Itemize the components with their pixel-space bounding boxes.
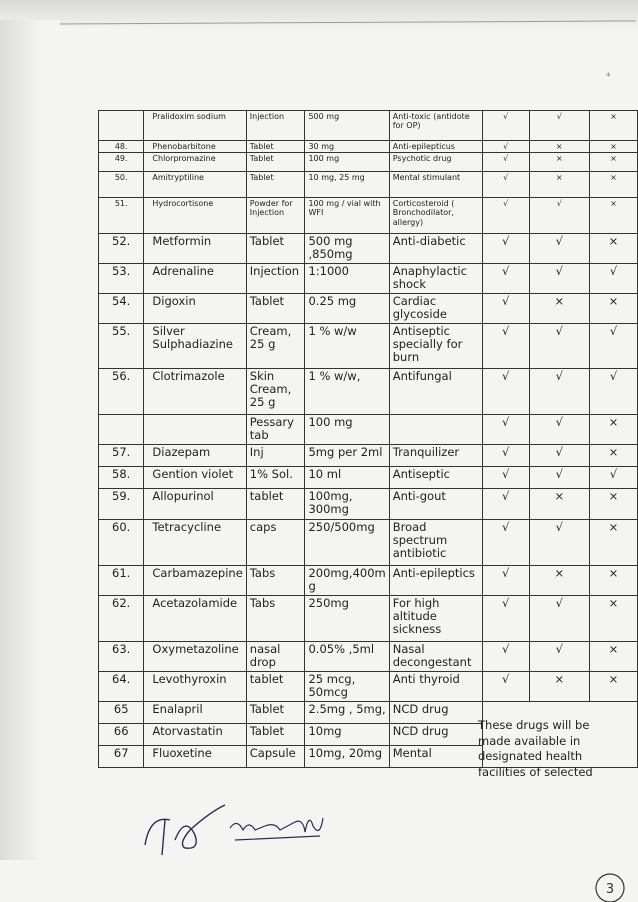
cell-form: Capsule (246, 745, 305, 767)
cell-use: Tranquilizer (389, 444, 482, 466)
cell-use: NCD drug (389, 723, 482, 745)
cell-form: Tablet (246, 153, 305, 172)
cell-strength: 30 mg (305, 141, 389, 153)
cell-c1: √ (482, 234, 529, 264)
cell-form: Tablet (246, 141, 305, 153)
cell-c1: √ (482, 671, 529, 701)
cell-drug: Hydrocortisone (144, 198, 246, 234)
cell-c1: √ (482, 565, 529, 595)
cell-form: caps (246, 519, 305, 565)
cell-drug: Phenobarbitone (144, 141, 246, 153)
cell-drug (144, 414, 246, 444)
drug-list-body (99, 111, 638, 768)
cell-no: 57. (99, 444, 144, 466)
cell-form: Pessary tab (246, 414, 305, 444)
signature-1 (140, 800, 230, 860)
cell-use: Psychotic drug (389, 153, 482, 172)
cell-use: For high altitude sickness (389, 595, 482, 641)
cell-strength: 10 ml (305, 466, 389, 488)
cell-c1: √ (482, 444, 529, 466)
cell-drug: Silver Sulphadiazine (144, 323, 246, 368)
cell-drug: Digoxin (144, 293, 246, 323)
cell-c1: √ (482, 141, 529, 153)
cell-c3: √ (589, 466, 637, 488)
cell-c2: √ (529, 444, 589, 466)
cell-form: Tablet (246, 234, 305, 264)
table-row (99, 323, 638, 368)
cell-c2: √ (529, 519, 589, 565)
cell-c2: × (529, 488, 589, 519)
cell-use: Anaphylactic shock (389, 264, 482, 293)
table-row (99, 641, 638, 671)
cell-c3: √ (589, 323, 637, 368)
cell-c3: × (589, 565, 637, 595)
cell-c2: √ (529, 323, 589, 368)
cell-c1: √ (482, 153, 529, 172)
table-row (99, 565, 638, 595)
cell-form: Cream, 25 g (246, 323, 305, 368)
cell-use: Nasal decongestant (389, 641, 482, 671)
cell-form: Injection (246, 111, 305, 141)
cell-strength: 100 mg (305, 414, 389, 444)
cell-c3: × (589, 198, 637, 234)
cell-no: 60. (99, 519, 144, 565)
cell-c2: × (529, 671, 589, 701)
cell-strength: 250mg (305, 595, 389, 641)
cell-form: Injection (246, 264, 305, 293)
cell-no: 49. (99, 153, 144, 172)
cell-c1: √ (482, 264, 529, 293)
cell-c3: × (589, 293, 637, 323)
drug-list-table (98, 110, 638, 768)
cell-c3: √ (589, 264, 637, 293)
cell-drug: Clotrimazole (144, 368, 246, 414)
cell-use: Antifungal (389, 368, 482, 414)
scan-left-shadow (0, 20, 60, 860)
table-row (99, 153, 638, 172)
cell-use: Broad spectrum antibiotic (389, 519, 482, 565)
table-row (99, 264, 638, 293)
cell-strength: 1 % w/w (305, 323, 389, 368)
cell-c3: × (589, 414, 637, 444)
table-row (99, 519, 638, 565)
cell-c3: × (589, 488, 637, 519)
cell-use (389, 414, 482, 444)
cell-c3: × (589, 595, 637, 641)
cell-drug: Enalapril (144, 701, 246, 723)
cell-use: Anti thyroid (389, 671, 482, 701)
table-row (99, 444, 638, 466)
page-number-stamp (590, 868, 630, 902)
cell-use: Mental stimulant (389, 172, 482, 198)
cell-form: Skin Cream, 25 g (246, 368, 305, 414)
cell-strength: 25 mcg, 50mcg (305, 671, 389, 701)
cell-strength: 0.05% ,5ml (305, 641, 389, 671)
cell-drug: Atorvastatin (144, 723, 246, 745)
cell-form: tablet (246, 671, 305, 701)
cell-form: Tabs (246, 595, 305, 641)
cell-no (99, 111, 144, 141)
cell-c3: × (589, 444, 637, 466)
cell-strength: 100 mg (305, 153, 389, 172)
cell-c1: √ (482, 466, 529, 488)
cell-no: 65 (99, 701, 144, 723)
cell-c3: √ (589, 368, 637, 414)
cell-no: 61. (99, 565, 144, 595)
cell-c3: × (589, 671, 637, 701)
cell-drug: Pralidoxim sodium (144, 111, 246, 141)
cell-strength: 1:1000 (305, 264, 389, 293)
cell-c1: √ (482, 595, 529, 641)
cell-use: Antiseptic specially for burn (389, 323, 482, 368)
cell-c1: √ (482, 323, 529, 368)
cell-use: Anti-epilepticus (389, 141, 482, 153)
cell-no: 67 (99, 745, 144, 767)
table-row (99, 414, 638, 444)
cell-c2: √ (529, 414, 589, 444)
cell-c1: √ (482, 519, 529, 565)
scan-speck: * (606, 72, 611, 82)
cell-no: 55. (99, 323, 144, 368)
cell-c3: × (589, 153, 637, 172)
cell-no: 63. (99, 641, 144, 671)
cell-drug: Allopurinol (144, 488, 246, 519)
cell-strength: 10mg (305, 723, 389, 745)
cell-drug: Acetazolamide (144, 595, 246, 641)
cell-no (99, 414, 144, 444)
ncd-availability-note: These drugs will be made available in designated health facilities of selected (478, 718, 593, 779)
cell-c2: × (529, 565, 589, 595)
cell-no: 51. (99, 198, 144, 234)
cell-c2: √ (529, 641, 589, 671)
cell-form: Tabs (246, 565, 305, 595)
cell-c3: × (589, 641, 637, 671)
table-row (99, 466, 638, 488)
table-row (99, 111, 638, 141)
cell-c3: × (589, 519, 637, 565)
cell-c1: √ (482, 414, 529, 444)
cell-strength: 500 mg ,850mg (305, 234, 389, 264)
cell-use: Cardiac glycoside (389, 293, 482, 323)
cell-c1: √ (482, 111, 529, 141)
cell-use: Corticosteroid ( Bronchodilator, allergy) (389, 198, 482, 234)
cell-use: Mental (389, 745, 482, 767)
table-row (99, 488, 638, 519)
cell-form: tablet (246, 488, 305, 519)
cell-use: Anti-toxic (antidote for OP) (389, 111, 482, 141)
cell-strength: 10mg, 20mg (305, 745, 389, 767)
table-row (99, 671, 638, 701)
table-row (99, 234, 638, 264)
cell-c1: √ (482, 488, 529, 519)
cell-c3: × (589, 111, 637, 141)
cell-drug: Oxymetazoline (144, 641, 246, 671)
table-row (99, 293, 638, 323)
cell-c2: √ (529, 198, 589, 234)
cell-c2: × (529, 172, 589, 198)
cell-c1: √ (482, 198, 529, 234)
cell-no: 59. (99, 488, 144, 519)
cell-use: Anti-epileptics (389, 565, 482, 595)
cell-use: NCD drug (389, 701, 482, 723)
cell-drug: Amitryptiline (144, 172, 246, 198)
cell-c2: × (529, 293, 589, 323)
cell-no: 62. (99, 595, 144, 641)
cell-strength: 250/500mg (305, 519, 389, 565)
cell-strength: 0.25 mg (305, 293, 389, 323)
cell-no: 56. (99, 368, 144, 414)
table-row (99, 595, 638, 641)
cell-strength: 10 mg, 25 mg (305, 172, 389, 198)
cell-drug: Chlorpromazine (144, 153, 246, 172)
cell-c2: √ (529, 466, 589, 488)
cell-strength: 100mg, 300mg (305, 488, 389, 519)
cell-form: Tablet (246, 723, 305, 745)
cell-strength: 1 % w/w, (305, 368, 389, 414)
cell-drug: Gention violet (144, 466, 246, 488)
cell-strength: 200mg,400m g (305, 565, 389, 595)
table-row (99, 198, 638, 234)
cell-strength: 500 mg (305, 111, 389, 141)
signature-2 (225, 808, 335, 848)
cell-form: Inj (246, 444, 305, 466)
cell-no: 58. (99, 466, 144, 488)
cell-c1: √ (482, 293, 529, 323)
cell-c3: × (589, 172, 637, 198)
cell-c1: √ (482, 172, 529, 198)
cell-form: nasal drop (246, 641, 305, 671)
cell-use: Anti-gout (389, 488, 482, 519)
cell-strength: 5mg per 2ml (305, 444, 389, 466)
cell-no: 54. (99, 293, 144, 323)
table-row (99, 141, 638, 153)
cell-drug: Fluoxetine (144, 745, 246, 767)
cell-drug: Adrenaline (144, 264, 246, 293)
cell-no: 64. (99, 671, 144, 701)
table-row (99, 368, 638, 414)
cell-no: 48. (99, 141, 144, 153)
cell-no: 66 (99, 723, 144, 745)
cell-c1: √ (482, 641, 529, 671)
cell-c1: √ (482, 368, 529, 414)
cell-drug: Tetracycline (144, 519, 246, 565)
cell-c2: √ (529, 595, 589, 641)
cell-c2: √ (529, 368, 589, 414)
cell-c2: × (529, 153, 589, 172)
cell-form: Tablet (246, 172, 305, 198)
cell-strength: 2.5mg , 5mg, (305, 701, 389, 723)
cell-form: Tablet (246, 701, 305, 723)
cell-c2: √ (529, 111, 589, 141)
cell-drug: Levothyroxin (144, 671, 246, 701)
cell-c2: √ (529, 264, 589, 293)
cell-c3: × (589, 234, 637, 264)
svg-text:3: 3 (605, 882, 615, 897)
cell-strength: 100 mg / vial with WFI (305, 198, 389, 234)
cell-form: Powder for Injection (246, 198, 305, 234)
cell-c2: × (529, 141, 589, 153)
scan-top-edge (0, 0, 638, 30)
cell-form: Tablet (246, 293, 305, 323)
cell-use: Antiseptic (389, 466, 482, 488)
cell-no: 52. (99, 234, 144, 264)
cell-no: 53. (99, 264, 144, 293)
cell-form: 1% Sol. (246, 466, 305, 488)
cell-c3: × (589, 141, 637, 153)
cell-use: Anti-diabetic (389, 234, 482, 264)
table-row (99, 172, 638, 198)
cell-drug: Carbamazepine (144, 565, 246, 595)
cell-no: 50. (99, 172, 144, 198)
cell-c2: √ (529, 234, 589, 264)
cell-drug: Diazepam (144, 444, 246, 466)
cell-drug: Metformin (144, 234, 246, 264)
